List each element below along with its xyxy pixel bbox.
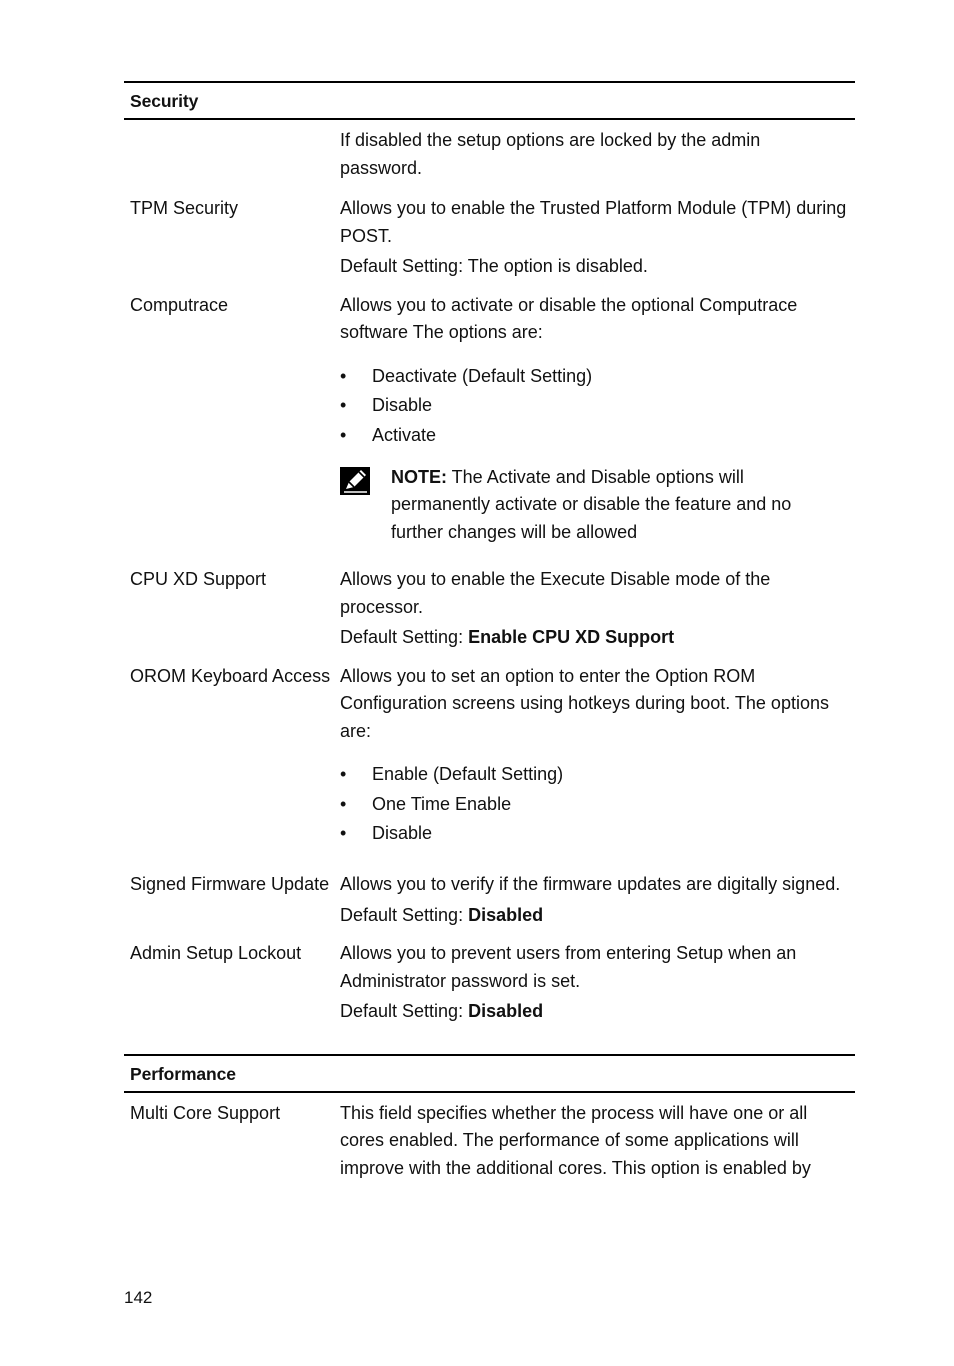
settings-table [124, 81, 855, 1182]
default-value: Enable CPU XD Support [468, 627, 675, 648]
signed-fw-description: Allows you to verify if the firmware updates are digitally signed. [340, 874, 841, 895]
default-value: Disabled [468, 904, 544, 925]
row-description [340, 663, 855, 850]
admin-lockout-default: Default Setting: Disabled [340, 1001, 544, 1022]
row-cpu-xd-support [124, 566, 855, 652]
tpm-default: Default Setting: The option is disabled. [340, 256, 648, 276]
bullet-icon: • [340, 793, 347, 814]
page-number: 142 [124, 1288, 153, 1307]
row-label-signed-firmware-update: Signed Firmware Update [130, 874, 330, 895]
row-orom-keyboard-access [124, 663, 855, 850]
row-description [340, 195, 855, 281]
row-signed-firmware-update [124, 871, 855, 929]
bullet-icon: • [340, 764, 347, 785]
list-item: • One Time Enable [340, 790, 847, 820]
list-item: • Disable [340, 391, 847, 421]
row-description [340, 127, 855, 182]
row-computrace [124, 292, 855, 547]
list-item: • Deactivate (Default Setting) [340, 362, 847, 392]
row-label [124, 127, 340, 182]
row-label-cpu-xd-support: CPU XD Support [130, 569, 267, 590]
intro-text: If disabled the setup options are locked by the admin password. [340, 130, 761, 178]
default-value: Disabled [468, 1001, 544, 1022]
pencil-note-icon [340, 464, 391, 547]
note-label: NOTE: [391, 466, 447, 487]
row-description [340, 566, 855, 652]
row-description [340, 871, 855, 929]
tpm-description: Allows you to enable the Trusted Platform Module (TPM) during POST. [340, 198, 847, 246]
row-label-tpm-security: TPM Security [130, 198, 239, 218]
bullet-icon: • [340, 365, 347, 386]
signed-fw-default: Default Setting: Disabled [340, 904, 544, 925]
row-label-multi-core-support: Multi Core Support [130, 1102, 281, 1123]
row-description [340, 940, 855, 1026]
note-box [340, 464, 847, 547]
row-tpm-security [124, 195, 855, 281]
row-multi-core-support [124, 1100, 855, 1183]
note-text: NOTE: The Activate and Disable options will permanently activate or disable the feature and no further changes will be allowed [391, 466, 792, 542]
row-security-intro [124, 127, 855, 182]
row-label-orom-keyboard-access: OROM Keyboard Access [130, 665, 331, 686]
multicore-description: This field specifies whether the process will have one or all cores enabled. The performance of some applications will improve with the additional cores. This option is enabled by [340, 1102, 811, 1178]
section-heading-performance: Performance [124, 1054, 855, 1093]
row-admin-setup-lockout [124, 940, 855, 1026]
list-item: • Disable [340, 819, 847, 849]
list-item: • Activate [340, 421, 847, 451]
cpu-xd-default: Default Setting: Enable CPU XD Support [340, 627, 675, 648]
list-item: • Enable (Default Setting) [340, 760, 847, 790]
row-description [340, 292, 855, 547]
row-label-admin-setup-lockout: Admin Setup Lockout [130, 943, 302, 964]
computrace-options-list [340, 362, 847, 451]
row-description [340, 1100, 855, 1183]
bullet-icon: • [340, 395, 347, 416]
bullet-icon: • [340, 823, 347, 844]
admin-lockout-description: Allows you to prevent users from entering Setup when an Administrator password is set. [340, 943, 797, 991]
orom-description: Allows you to set an option to enter the Option ROM Configuration screens using hotkeys during boot. The options are: [340, 665, 829, 741]
computrace-description: Allows you to activate or disable the optional Computrace software The options are: [340, 294, 798, 342]
orom-options-list [340, 760, 847, 849]
cpu-xd-description: Allows you to enable the Execute Disable mode of the processor. [340, 569, 771, 617]
row-label-computrace: Computrace [130, 294, 229, 315]
bullet-icon: • [340, 424, 347, 445]
section-heading-security: Security [124, 81, 855, 120]
